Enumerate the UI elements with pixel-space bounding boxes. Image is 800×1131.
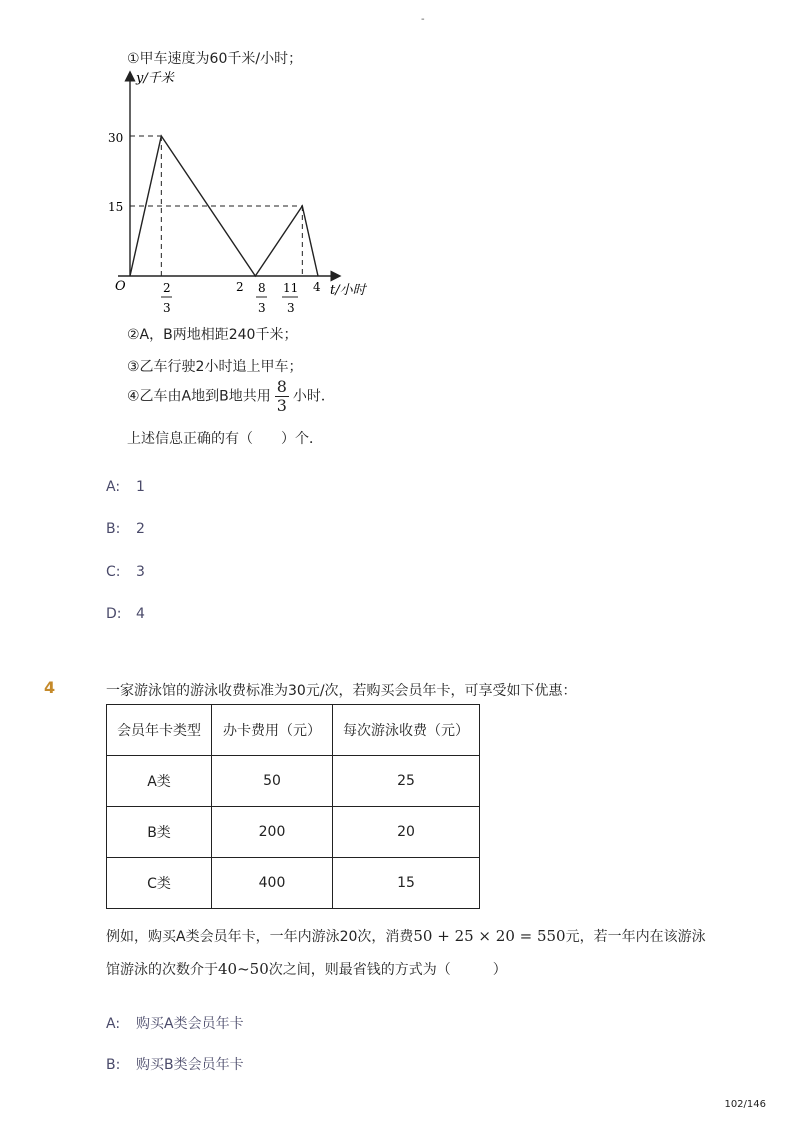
table-cell: C类: [107, 858, 212, 909]
y-axis-label: y/千米: [136, 71, 174, 86]
svg-text:8: 8: [258, 281, 266, 295]
origin-label: O: [115, 279, 126, 294]
option-a[interactable]: A: 1: [106, 479, 145, 495]
header-dash: -: [421, 14, 425, 25]
table-cell: 15: [333, 858, 480, 909]
table-cell: A类: [107, 756, 212, 807]
statement-4: ④乙车由A地到B地共用 $\frac{8}{3}$ 小时．: [127, 377, 335, 415]
x-axis-label: t/小时: [330, 283, 366, 298]
table-cell: B类: [107, 807, 212, 858]
question-number: 4: [44, 678, 56, 697]
table-row: [107, 756, 480, 807]
example-paragraph-line1: 例如，购买A类会员年卡，一年内游泳20次，消费50 + 25 × 20 = 550元，若一年内在该游泳: [106, 927, 706, 945]
svg-text:2: 2: [163, 281, 171, 295]
statement-1: ①甲车速度为60千米/小时；: [127, 51, 303, 67]
table-header-cell: 办卡费用（元）: [212, 705, 333, 756]
x-tick-11-3: [282, 281, 298, 315]
table-cell: 20: [333, 807, 480, 858]
x-tick-2-3: [161, 281, 172, 315]
table-header-row: [107, 705, 480, 756]
option-b[interactable]: B: 购买B类会员年卡: [106, 1057, 244, 1073]
option-b[interactable]: B: 2: [106, 521, 145, 537]
x-tick-2: 2: [236, 280, 244, 294]
table-header-cell: 会员年卡类型: [107, 705, 212, 756]
table-cell: 25: [333, 756, 480, 807]
statement-3: ③乙车行驶2小时追上甲车；: [127, 359, 303, 375]
membership-fee-table: [106, 704, 480, 909]
question-text: 一家游泳馆的游泳收费标准为30元/次，若购买会员年卡，可享受如下优惠：: [106, 683, 577, 699]
example-paragraph-line2: 馆游泳的次数介于40~50次之间，则最省钱的方式为（ ）: [106, 960, 507, 978]
table-cell: 200: [212, 807, 333, 858]
question-prompt: 上述信息正确的有（ ）个．: [127, 431, 323, 447]
svg-text:3: 3: [163, 301, 171, 315]
table-cell: 400: [212, 858, 333, 909]
x-tick-4: 4: [313, 280, 321, 294]
svg-text:3: 3: [287, 301, 295, 315]
option-d[interactable]: D: 4: [106, 606, 145, 622]
svg-text:3: 3: [258, 301, 266, 315]
y-tick-30: 30: [108, 131, 124, 145]
fraction-8-3: $\frac{8}{3}$: [276, 377, 287, 415]
option-a[interactable]: A: 购买A类会员年卡: [106, 1016, 244, 1032]
page-number: 102/146: [724, 1099, 766, 1110]
svg-text:11: 11: [283, 281, 299, 295]
table-cell: 50: [212, 756, 333, 807]
option-c[interactable]: C: 3: [106, 564, 145, 580]
table-header-cell: 每次游泳收费（元）: [333, 705, 480, 756]
table-row: [107, 807, 480, 858]
table-row: [107, 858, 480, 909]
statement-2: ②A，B两地相距240千米；: [127, 327, 298, 343]
y-tick-15: 15: [108, 200, 124, 214]
x-tick-8-3: [256, 281, 267, 315]
distance-time-graph: [100, 68, 380, 328]
